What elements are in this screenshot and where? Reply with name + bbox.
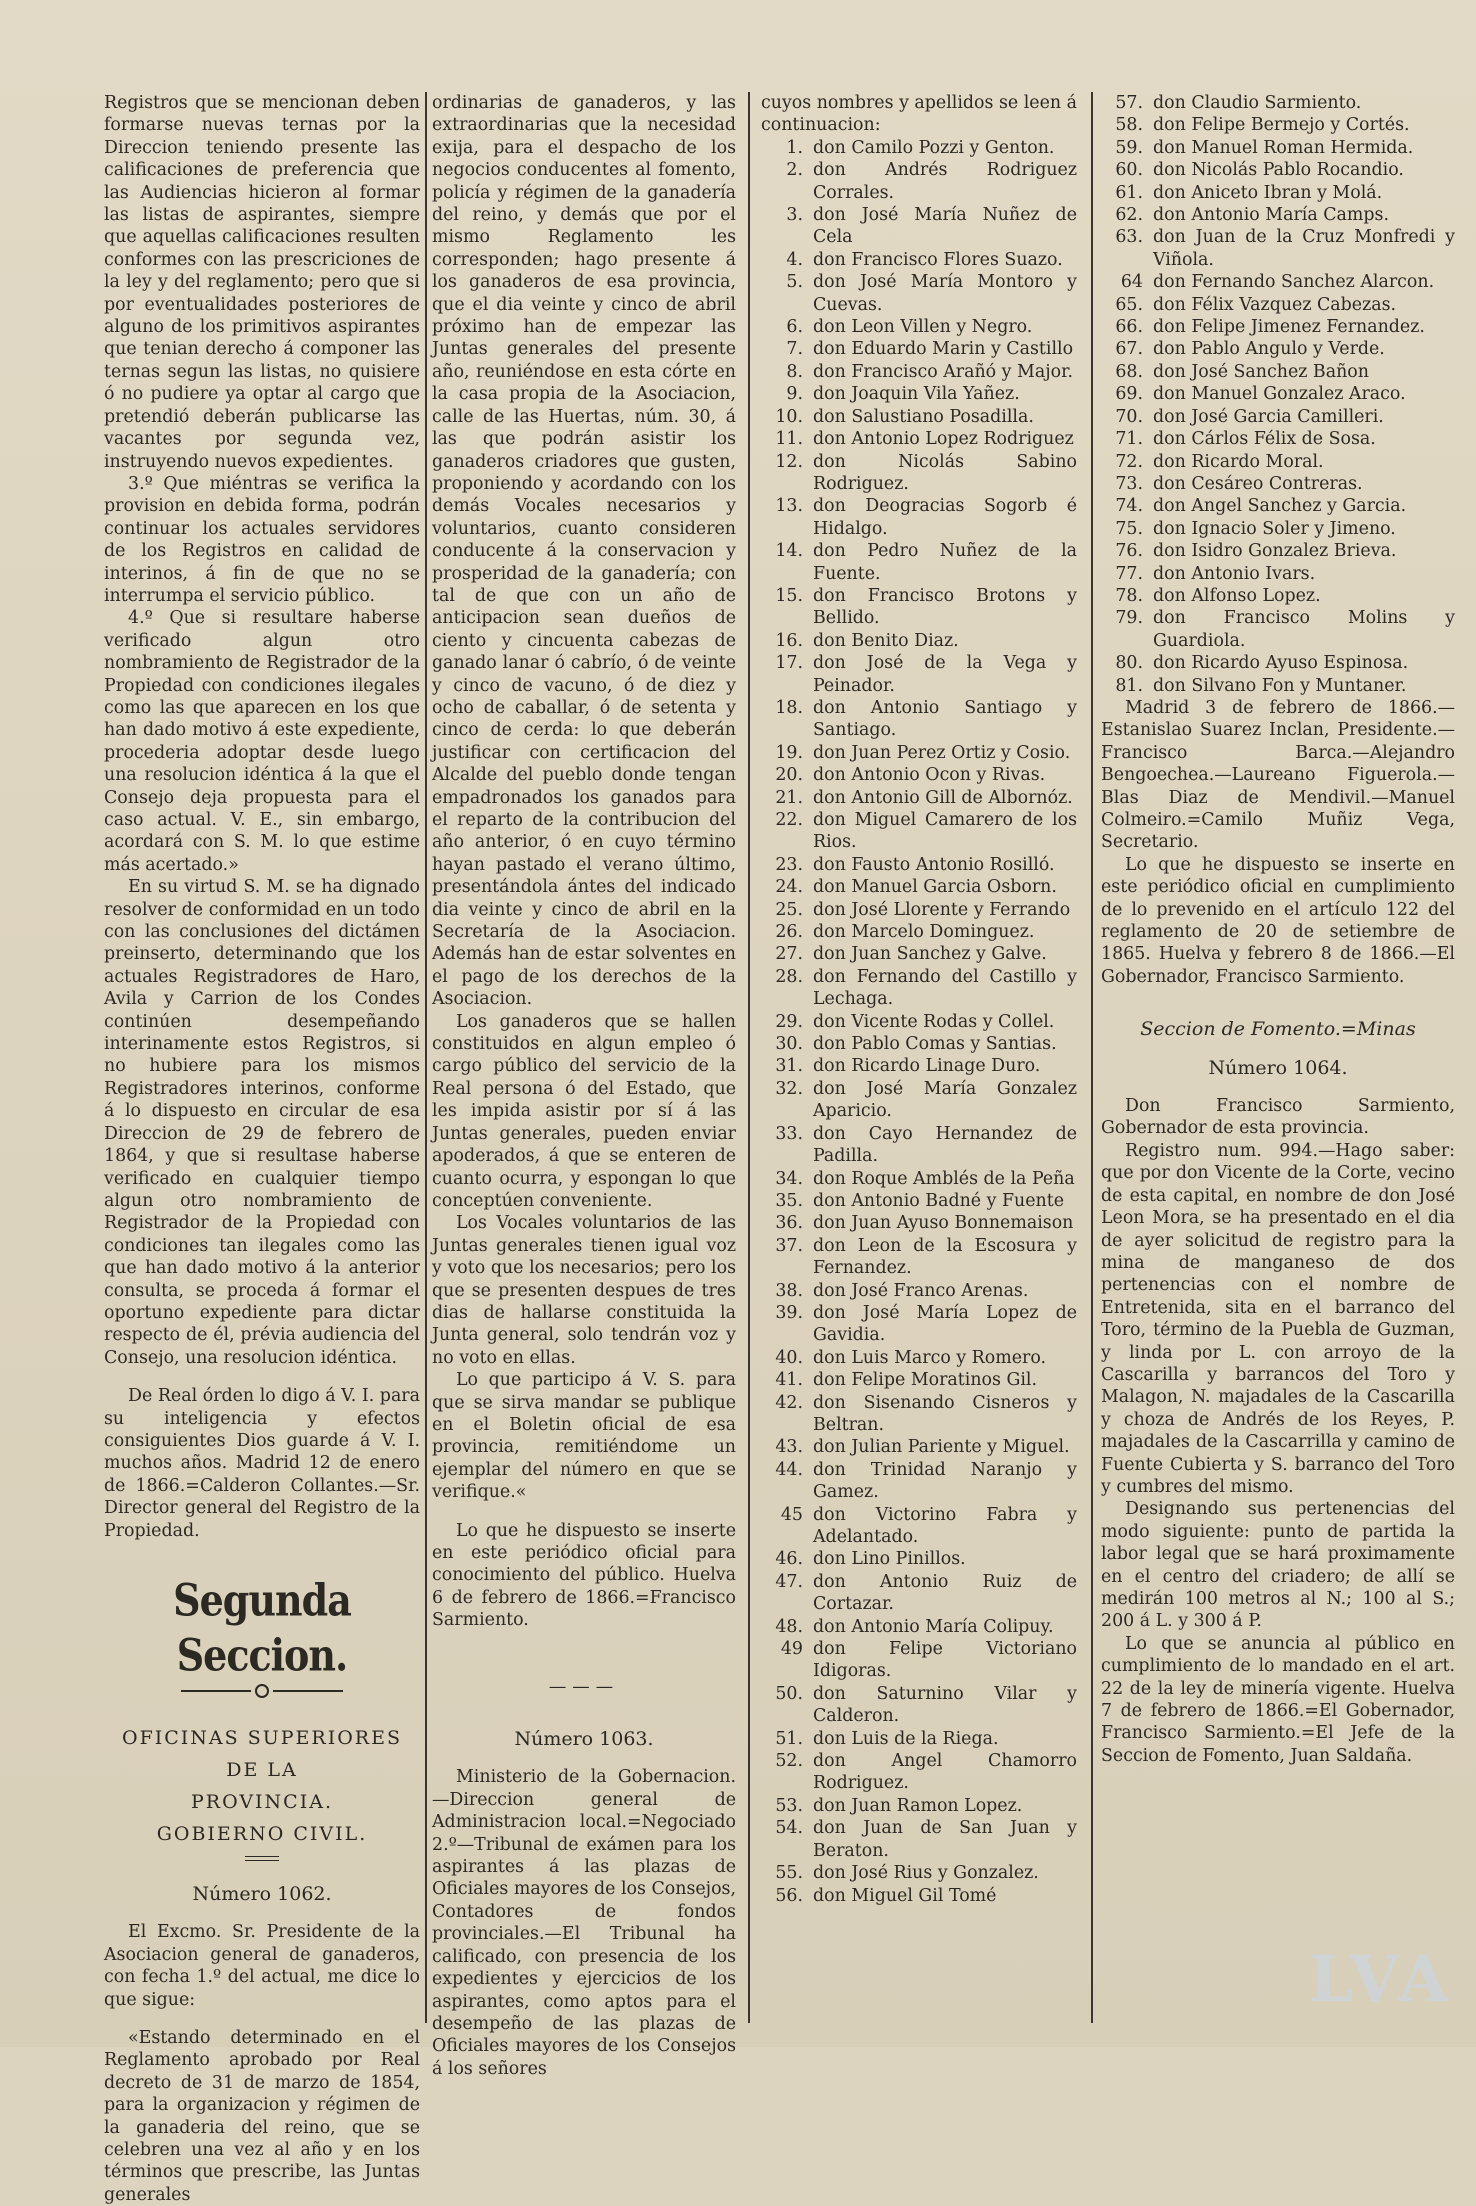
list-name: don Leon Villen y Negro. — [813, 317, 1033, 338]
list-item — [1101, 204, 1455, 226]
list-item — [1101, 518, 1455, 540]
paragraph: Lo que participo á V. S. para que se sirva mandar se publique en el Boletin oficial de esa provincia, remitiéndome un ejemplar del número en que se verifique.« — [432, 1370, 736, 1503]
list-name: don Silvano Fon y Muntaner. — [1153, 675, 1407, 696]
list-name: don Nicolás Sabino Rodriguez. — [813, 451, 1077, 494]
name-list — [1101, 92, 1455, 697]
list-name: don Antonio Badné y Fuente — [813, 1190, 1065, 1211]
paragraph: 4.º Que si resultare haberse verificado algun otro nombramiento de Registrador de la Propiedad con condiciones ilegales como las que aparecen en los que han dado motivo á este expediente, procederia adoptar desde luego una resolucion idéntica á la que el Consejo deja propuesta para el caso actual. V. E., sin embargo, acordará con S. M. lo que estime más acertado.» — [104, 608, 420, 875]
list-name: don Felipe Moratinos Gil. — [813, 1370, 1037, 1391]
list-number: 78. — [1115, 585, 1143, 606]
list-number: 79. — [1115, 608, 1143, 629]
list-number: 11. — [775, 429, 803, 450]
list-item — [761, 451, 1077, 496]
list-item — [761, 1033, 1077, 1055]
office-heading: OFICINAS SUPERIORES DE LA — [122, 1727, 402, 1781]
dash-separator: ——— — [548, 1676, 620, 1697]
list-name: don Andrés Rodriguez Corrales. — [813, 160, 1077, 203]
list-number: 63. — [1115, 227, 1143, 248]
list-name: don Joaquin Vila Yañez. — [813, 384, 1020, 405]
list-number: 74. — [1115, 496, 1143, 517]
paragraph: «Estando determinado en el Reglamento aprobado por Real decreto de 31 de marzo de 1854, para la organizacion y régimen de la ganaderia del reino, que se celebren una vez al año y en los términos que prescribe, las Juntas generales — [104, 2028, 420, 2205]
list-item — [761, 361, 1077, 383]
list-number: 29. — [775, 1011, 803, 1032]
list-name: don Francisco Molins y Guardiola. — [1153, 608, 1455, 651]
paragraph: Los Vocales voluntarios de las Juntas generales tienen igual voz y voto que los necesarios; pero los que se presenten despues de tres dias de hallarse constituida la Junta general, solo tendrán voz y no voto en ellas. — [432, 1213, 736, 1368]
list-number: 8. — [786, 361, 803, 382]
list-number: 7. — [786, 339, 803, 360]
list-item — [761, 137, 1077, 159]
list-name: don Antonio María Camps. — [1153, 205, 1390, 226]
list-number: 21. — [775, 787, 803, 808]
list-name: don Aniceto Ibran y Molá. — [1153, 182, 1383, 203]
list-number: 64 — [1120, 272, 1143, 293]
paragraph: Registros que se mencionan deben formarse nuevas ternas por la Direccion teniendo presente las calificaciones de preferencia que las Audiencias hicieron al formar las listas de aspirantes, siempre que aquellas calificaciones resulten conformes con las prescriciones de la ley y del reglamento; pero que si por eventualidades posteriores de alguno de los primitivos aspirantes que tenian derecho á componer las ternas segun las listas, no quisiere ó no pudiere ya optar al cargo que pretendió deberán publicarse las vacantes por segunda vez, instruyendo nuevos expedientes. — [104, 93, 420, 472]
list-name: don Antonio Ocon y Rivas. — [813, 765, 1046, 786]
list-name: don José Garcia Camilleri. — [1153, 406, 1384, 427]
list-item — [1101, 294, 1455, 316]
list-item — [761, 1078, 1077, 1123]
list-name: don José de la Vega y Peinador. — [813, 653, 1077, 696]
list-name: don Vicente Rodas y Collel. — [813, 1011, 1055, 1032]
list-name: don Juan de la Cruz Monfredi y Viñola. — [1153, 227, 1455, 270]
list-number: 60. — [1115, 160, 1143, 181]
list-item — [761, 1638, 1077, 1683]
list-name: don Cayo Hernandez de Padilla. — [813, 1123, 1077, 1167]
list-item — [1101, 607, 1455, 652]
list-number: 75. — [1115, 518, 1143, 539]
list-name: don Felipe Jimenez Fernandez. — [1153, 317, 1425, 338]
list-item — [1101, 159, 1455, 181]
list-name: don Felipe Victoriano Idigoras. — [813, 1639, 1077, 1682]
list-name: don José María Lopez de Gavidia. — [813, 1302, 1077, 1346]
list-number: 58. — [1115, 115, 1143, 136]
list-name: don José Sanchez Bañon — [1153, 361, 1369, 382]
list-number: 51. — [775, 1728, 803, 1749]
list-number: 28. — [775, 966, 803, 987]
list-number: 23. — [775, 854, 803, 875]
list-item — [761, 204, 1077, 249]
list-item — [1101, 451, 1455, 473]
list-item — [761, 1459, 1077, 1504]
list-number: 17. — [775, 653, 803, 674]
list-number: 52. — [775, 1751, 803, 1772]
list-number: 19. — [775, 742, 803, 763]
list-number: 66. — [1115, 317, 1143, 338]
list-item — [1101, 226, 1455, 271]
list-item — [761, 1280, 1077, 1302]
list-number: 37. — [775, 1235, 803, 1256]
list-item — [761, 1212, 1077, 1234]
list-item — [761, 921, 1077, 943]
section-subheading: Seccion de Fomento.=Minas — [1140, 1018, 1416, 1041]
list-name: don Manuel Gonzalez Araco. — [1153, 384, 1406, 405]
column-rule — [748, 92, 750, 2023]
list-number: 61. — [1115, 182, 1143, 203]
list-number: 14. — [775, 541, 803, 562]
list-number: 50. — [775, 1683, 803, 1704]
list-item — [761, 271, 1077, 316]
list-item — [1101, 540, 1455, 562]
list-item — [1101, 563, 1455, 585]
list-number: 77. — [1115, 563, 1143, 584]
list-name: don Victorino Fabra y Adelantado. — [813, 1504, 1077, 1547]
list-item — [761, 697, 1077, 742]
office-heading: PROVINCIA. — [191, 1791, 333, 1813]
list-number: 81. — [1115, 675, 1143, 696]
list-item — [761, 1235, 1077, 1280]
list-item — [1101, 137, 1455, 159]
list-name: don Sisenando Cisneros y Beltran. — [813, 1392, 1077, 1435]
list-number: 4. — [786, 249, 803, 270]
list-number: 55. — [775, 1863, 803, 1884]
list-number: 65. — [1115, 294, 1143, 315]
list-name: don José Rius y Gonzalez. — [813, 1863, 1039, 1884]
list-item — [1101, 271, 1455, 293]
list-number: 32. — [775, 1078, 803, 1099]
list-item — [761, 630, 1077, 652]
list-number: 34. — [775, 1168, 803, 1189]
list-name: don Cárlos Félix de Sosa. — [1153, 429, 1376, 450]
column-1 — [104, 92, 420, 2206]
office-heading: GOBIERNO CIVIL. — [156, 1823, 368, 1845]
list-item — [761, 1168, 1077, 1190]
list-name: don José María Gonzalez Aparicio. — [813, 1078, 1077, 1122]
list-number: 15. — [775, 585, 803, 606]
list-item — [761, 1055, 1077, 1077]
list-number: 67. — [1115, 339, 1143, 360]
list-item — [761, 1190, 1077, 1212]
list-number: 27. — [775, 944, 803, 965]
list-name: don José María Montoro y Cuevas. — [813, 272, 1077, 315]
paragraph: Registro num. 994.—Hago saber: que por don Vicente de la Corte, vecino de esta capital, en nombre de don José Leon Mora, se ha presentado en el dia de ayer solicitud de registro para la mina de manganeso de dos pertenencias con el nombre de Entretenida, sita en el barranco del Toro, término de la Puebla de Guzman, y linda por L. con arroyo de la Cascarilla y barrancos del Toro y Malagon, N. majadales de la Cascarilla y choza de Andrés de los Reyes, P. majadales de la Cascarrilla y camino de Fuente Cubierta y S. barranco del Toro y cumbres del mismo. — [1101, 1140, 1455, 1497]
list-name: don Ricardo Moral. — [1153, 451, 1324, 472]
list-name: don Miguel Camarero de los Rios. — [813, 810, 1077, 853]
list-item — [1101, 406, 1455, 428]
list-name: don Angel Chamorro Rodriguez. — [813, 1751, 1077, 1794]
list-name: don Juan Ramon Lopez. — [813, 1795, 1023, 1816]
list-item — [761, 899, 1077, 921]
list-name: don Antonio Ivars. — [1153, 563, 1316, 584]
list-item — [761, 1436, 1077, 1458]
list-number: 3. — [786, 205, 803, 226]
paragraph: cuyos nombres y apellidos se leen á continuacion: — [761, 93, 1077, 136]
list-name: don Saturnino Vilar y Calderon. — [813, 1683, 1077, 1727]
list-number: 31. — [775, 1056, 803, 1077]
list-number: 1. — [786, 137, 803, 158]
list-name: don Ignacio Soler y Jimeno. — [1153, 518, 1396, 539]
paragraph: Lo que he dispuesto se inserte en este periódico oficial en cumplimiento de lo prevenido en el artículo 122 del reglamento de 20 de setiembre de 1865. Huelva y febrero 8 de 1866.—El Gobernador, Francisco Sarmiento. — [1101, 854, 1455, 987]
list-item — [1101, 92, 1455, 114]
column-4 — [1101, 92, 1455, 1767]
list-name: don Angel Sanchez y Garcia. — [1153, 496, 1407, 517]
list-name: don Marcelo Dominguez. — [813, 922, 1035, 943]
list-name: don Francisco Brotons y Bellido. — [813, 585, 1077, 629]
list-item — [1101, 182, 1455, 204]
list-name: don Fausto Antonio Rosilló. — [813, 854, 1055, 875]
list-name: don Fernando Sanchez Alarcon. — [1153, 272, 1435, 293]
list-name: don Benito Diaz. — [813, 630, 959, 651]
list-name: don Eduardo Marin y Castillo — [813, 339, 1074, 360]
list-item — [761, 406, 1077, 428]
watermark: LVA — [1308, 1942, 1452, 2017]
list-item — [761, 1683, 1077, 1728]
column-rule — [1091, 92, 1093, 2023]
list-item — [761, 1504, 1077, 1549]
list-name: don Ricardo Ayuso Espinosa. — [1153, 653, 1409, 674]
list-number: 5. — [786, 272, 803, 293]
list-number: 16. — [775, 630, 803, 651]
paragraph: De Real órden lo digo á V. I. para su inteligencia y efectos consiguientes Dios guarde á V. I. muchos años. Madrid 12 de enero de 1866.=Calderon Collantes.—Sr. Director general del Registro de la Propiedad. — [104, 1386, 420, 1541]
list-item — [761, 249, 1077, 271]
list-number: 59. — [1115, 137, 1143, 158]
list-number: 76. — [1115, 541, 1143, 562]
paragraph: Ministerio de la Gobernacion.—Direccion general de Administracion local.=Negociado 2.º—Tribunal de exámen para los aspirantes á las plazas de Oficiales mayores de los Consejos, Contadores de fondos provinciales.—El Tribunal ha calificado, con presencia de los expedientes y ejercicios de los aspirantes, como aptos para el desempeño de las plazas de Oficiales mayores de los Consejos á los señores — [432, 1767, 736, 2079]
list-name: don Pedro Nuñez de la Fuente. — [813, 541, 1077, 584]
list-item — [761, 316, 1077, 338]
notice-number: Número 1064. — [1208, 1056, 1348, 1079]
list-item — [761, 1302, 1077, 1347]
list-name: don Pablo Angulo y Verde. — [1153, 339, 1385, 360]
list-number: 42. — [775, 1392, 803, 1413]
list-number: 26. — [775, 922, 803, 943]
list-item — [761, 854, 1077, 876]
list-item — [761, 742, 1077, 764]
list-item — [1101, 338, 1455, 360]
list-item — [1101, 361, 1455, 383]
paragraph: Madrid 3 de febrero de 1866.—Estanislao Suarez Inclan, Presidente.—Francisco Barca.—Alejandro Bengoechea.—Laureano Figuerola.—Blas Diaz de Mendivil.—Manuel Colmeiro.=Camilo Muñiz Vega, Secretario. — [1101, 697, 1455, 853]
list-name: don Deogracias Sogorb é Hidalgo. — [813, 496, 1077, 539]
list-name: don Claudio Sarmiento. — [1153, 93, 1362, 113]
list-name: don Fernando del Castillo y Lechaga. — [813, 966, 1077, 1010]
list-number: 25. — [775, 899, 803, 920]
list-number: 41. — [775, 1370, 803, 1391]
paragraph: 3.º Que miéntras se verifica la provision en debida forma, podrán continuar los actuales servidores de los Registros en calidad de interinos, á fin de que no se interrumpa el servicio público. — [104, 473, 420, 606]
list-number: 43. — [775, 1437, 803, 1458]
list-item — [761, 585, 1077, 630]
list-item — [1101, 114, 1455, 136]
paragraph: ordinarias de ganaderos, y las extraordinarias que la necesidad exija, para el despacho de los negocios conducentes al fomento, policía y régimen de la ganadería del reino, y demás que por el mismo Reglamento les corresponden; hago presente á los ganaderos de esa provincia, que el dia veinte y cinco de abril próximo han de empezar las Juntas generales del presente año, reuniéndose en esta córte en la casa propia de la Asociacion, calle de las Huertas, núm. 30, á las que podrán asistir los ganaderos criadores que gusten, proponiendo y acordando con los demás Vocales necesarios y voluntarios, cuanto consideren conducente á la conservacion y prosperidad de la ganadería; con tal de que con un año de anticipacion sean dueños de ciento y cincuenta cabezas de ganado lanar ó cabrío, ó de veinte y cinco de vacuno, ó de diez y ocho de caballar, ó de setenta y cinco de cerda: lo que deberán justificar con certificacion del Alcalde del pueblo donde tengan empadronados los ganados para el reparto de la contribucion del año anterior, ó en cuyo término hayan pastado el verano último, presentándola ántes del indicado dia veinte y cinco de abril en la Secretaría de la Asociacion. Además han de estar solventes en el pago de los derechos de la Asociacion. — [432, 93, 736, 1010]
list-item — [761, 383, 1077, 405]
list-number: 24. — [775, 877, 803, 898]
list-name: don Felipe Bermejo y Cortés. — [1153, 115, 1410, 136]
column-2 — [432, 92, 736, 2080]
list-item — [1101, 495, 1455, 517]
list-item — [1101, 675, 1455, 697]
list-name: don Lino Pinillos. — [813, 1549, 966, 1570]
list-item — [761, 764, 1077, 786]
list-name: don Isidro Gonzalez Brieva. — [1153, 541, 1397, 562]
list-number: 6. — [786, 317, 803, 338]
column-rule — [425, 92, 427, 2023]
list-item — [761, 1795, 1077, 1817]
list-name: don Antonio Lopez Rodriguez — [813, 429, 1074, 450]
list-number: 38. — [775, 1280, 803, 1301]
paragraph: El Excmo. Sr. Presidente de la Asociacion general de ganaderos, con fecha 1.º del actual, me dice lo que sigue: — [104, 1922, 420, 2010]
list-number: 45 — [780, 1504, 803, 1525]
list-name: don Pablo Comas y Santias. — [813, 1034, 1057, 1055]
list-name: don Manuel Garcia Osborn. — [813, 877, 1057, 898]
list-item — [1101, 316, 1455, 338]
list-name: don Félix Vazquez Cabezas. — [1153, 294, 1397, 315]
list-item — [761, 1011, 1077, 1033]
list-item — [761, 338, 1077, 360]
list-number: 49 — [780, 1639, 803, 1660]
list-name: don José Llorente y Ferrando — [813, 899, 1071, 920]
paragraph: Don Francisco Sarmiento, Gobernador de esta provincia. — [1101, 1096, 1455, 1139]
list-name: don Roque Amblés de la Peña — [813, 1168, 1075, 1189]
list-item — [761, 1616, 1077, 1638]
list-item — [761, 1862, 1077, 1884]
column-3 — [761, 92, 1077, 1907]
double-rule — [245, 1856, 279, 1861]
list-number: 39. — [775, 1302, 803, 1323]
list-number: 40. — [775, 1347, 803, 1368]
list-item — [761, 1369, 1077, 1391]
list-name: don Francisco Arañó y Major. — [813, 361, 1074, 382]
list-item — [1101, 585, 1455, 607]
list-item — [761, 809, 1077, 854]
notice-number: Número 1062. — [192, 1883, 332, 1905]
list-name: don Nicolás Pablo Rocandio. — [1153, 160, 1404, 181]
list-name: don Juan de San Juan y Beraton. — [813, 1818, 1077, 1861]
list-item — [761, 652, 1077, 697]
list-item — [761, 1750, 1077, 1795]
list-item — [761, 1728, 1077, 1750]
list-name: don Miguel Gil Tomé — [813, 1885, 997, 1906]
list-item — [761, 159, 1077, 204]
list-number: 35. — [775, 1190, 803, 1211]
list-name: don Juan Perez Ortiz y Cosio. — [813, 742, 1071, 763]
notice-number: Número 1063. — [514, 1728, 654, 1751]
paragraph: Lo que he dispuesto se inserte en este periódico oficial para conocimiento del público. Huelva 6 de febrero de 1866.=Francisco Sarmiento. — [432, 1520, 736, 1631]
list-number: 73. — [1115, 473, 1143, 494]
list-name: don Francisco Flores Suazo. — [813, 249, 1063, 270]
paragraph: En su virtud S. M. se ha dignado resolver de conformidad en un todo con las conclusiones del dictámen preinserto, determinando que los actuales Registradores de Haro, Avila y Carrion de los Condes continúen desempeñando interinamente estos Registros, si no hubiere para los mismos Registradores interinos, conforme á lo dispuesto en circular de esa Direccion de 29 de febrero de 1864, y que si resultase haberse verificado en cualquier tiempo algun otro nombramiento de Registrador de la Propiedad con condiciones tan ilegales como las que han dado motivo á la anterior consulta, se proceda á formar el oportuno expediente para dictar respecto de él, prévia audiencia del Consejo, una resolucion idéntica. — [104, 877, 420, 1368]
list-item — [761, 1885, 1077, 1907]
list-item — [761, 1817, 1077, 1862]
list-item — [761, 1347, 1077, 1369]
list-name: don Antonio Gill de Albornóz. — [813, 787, 1073, 808]
list-item — [761, 943, 1077, 965]
list-number: 36. — [775, 1213, 803, 1234]
list-number: 20. — [775, 765, 803, 786]
list-item — [1101, 383, 1455, 405]
list-number: 33. — [775, 1123, 803, 1144]
list-number: 18. — [775, 697, 803, 718]
list-item — [761, 1548, 1077, 1570]
list-name: don Luis de la Riega. — [813, 1728, 999, 1749]
list-item — [1101, 652, 1455, 674]
list-number: 2. — [786, 160, 803, 181]
list-number: 56. — [775, 1885, 803, 1906]
list-name: don Antonio Ruiz de Cortazar. — [813, 1571, 1077, 1615]
list-number: 9. — [786, 384, 803, 405]
list-number: 62. — [1115, 205, 1143, 226]
list-item — [761, 1392, 1077, 1437]
list-name: don Leon de la Escosura y Fernandez. — [813, 1235, 1077, 1279]
list-name: don Alfonso Lopez. — [1153, 585, 1321, 606]
list-number: 46. — [775, 1549, 803, 1570]
list-number: 72. — [1115, 451, 1143, 472]
list-name: don Ricardo Linage Duro. — [813, 1056, 1041, 1077]
list-name: don Julian Pariente y Miguel. — [813, 1437, 1070, 1458]
list-item — [1101, 473, 1455, 495]
list-name: don Antonio Santiago y Santiago. — [813, 697, 1077, 741]
list-number: 80. — [1115, 653, 1143, 674]
list-number: 69. — [1115, 384, 1143, 405]
list-number: 30. — [775, 1034, 803, 1055]
list-name: don José Franco Arenas. — [813, 1280, 1029, 1301]
list-name: don Salustiano Posadilla. — [813, 406, 1034, 427]
list-item — [761, 876, 1077, 898]
list-name: don Juan Sanchez y Galve. — [813, 944, 1047, 965]
list-number: 68. — [1115, 361, 1143, 382]
list-name: don Trinidad Naranjo y Gamez. — [813, 1459, 1077, 1503]
section-heading: Segunda Seccion. — [173, 1573, 351, 1681]
list-number: 10. — [775, 406, 803, 427]
list-item — [761, 966, 1077, 1011]
list-item — [761, 1123, 1077, 1168]
list-number: 44. — [775, 1459, 803, 1480]
list-item — [761, 787, 1077, 809]
list-number: 71. — [1115, 429, 1143, 450]
list-number: 54. — [775, 1818, 803, 1839]
list-name: don Luis Marco y Romero. — [813, 1347, 1047, 1368]
list-item — [761, 428, 1077, 450]
list-name: don Juan Ayuso Bonnemaison — [813, 1213, 1074, 1234]
list-name: don Antonio María Colipuy. — [813, 1616, 1054, 1637]
list-name: don Manuel Roman Hermida. — [1153, 137, 1414, 158]
list-number: 53. — [775, 1795, 803, 1816]
list-name: don Camilo Pozzi y Genton. — [813, 137, 1055, 158]
list-item — [1101, 428, 1455, 450]
list-number: 13. — [775, 496, 803, 517]
list-item — [761, 495, 1077, 540]
paragraph: Designando sus pertenencias del modo siguiente: punto de partida la labor legal que se hará proximamente en el centro del criadero; de allí se medirán 100 metros al N.; 100 al S.; 200 á L. y 300 á P. — [1101, 1499, 1455, 1632]
list-number: 48. — [775, 1616, 803, 1637]
name-list — [761, 137, 1077, 1907]
paragraph: Los ganaderos que se hallen constituidos en algun empleo ó cargo público del servicio de la Real persona ó del Estado, que les impida asistir por sí á las Juntas generales, pueden enviar apoderados, á que se enteren de cuanto ocurra, y espongan lo que conceptúen conveniente. — [432, 1011, 736, 1211]
list-name: don José María Nuñez de Cela — [813, 205, 1077, 248]
list-number: 47. — [775, 1571, 803, 1592]
ornament-divider — [104, 1684, 420, 1698]
list-number: 22. — [775, 810, 803, 830]
paragraph: Lo que se anuncia al público en cumplimiento de lo mandado en el art. 22 de la ley de minería vigente. Huelva 7 de febrero de 1866.=El Gobernador, Francisco Sarmiento.=El Jefe de la Seccion de Fomento, Juan Saldaña. — [1101, 1633, 1455, 1766]
list-item — [761, 1571, 1077, 1616]
list-name: don Cesáreo Contreras. — [1153, 473, 1363, 494]
list-item — [761, 540, 1077, 585]
list-number: 12. — [775, 451, 803, 472]
list-number: 57. — [1115, 93, 1143, 113]
list-number: 70. — [1115, 406, 1143, 427]
